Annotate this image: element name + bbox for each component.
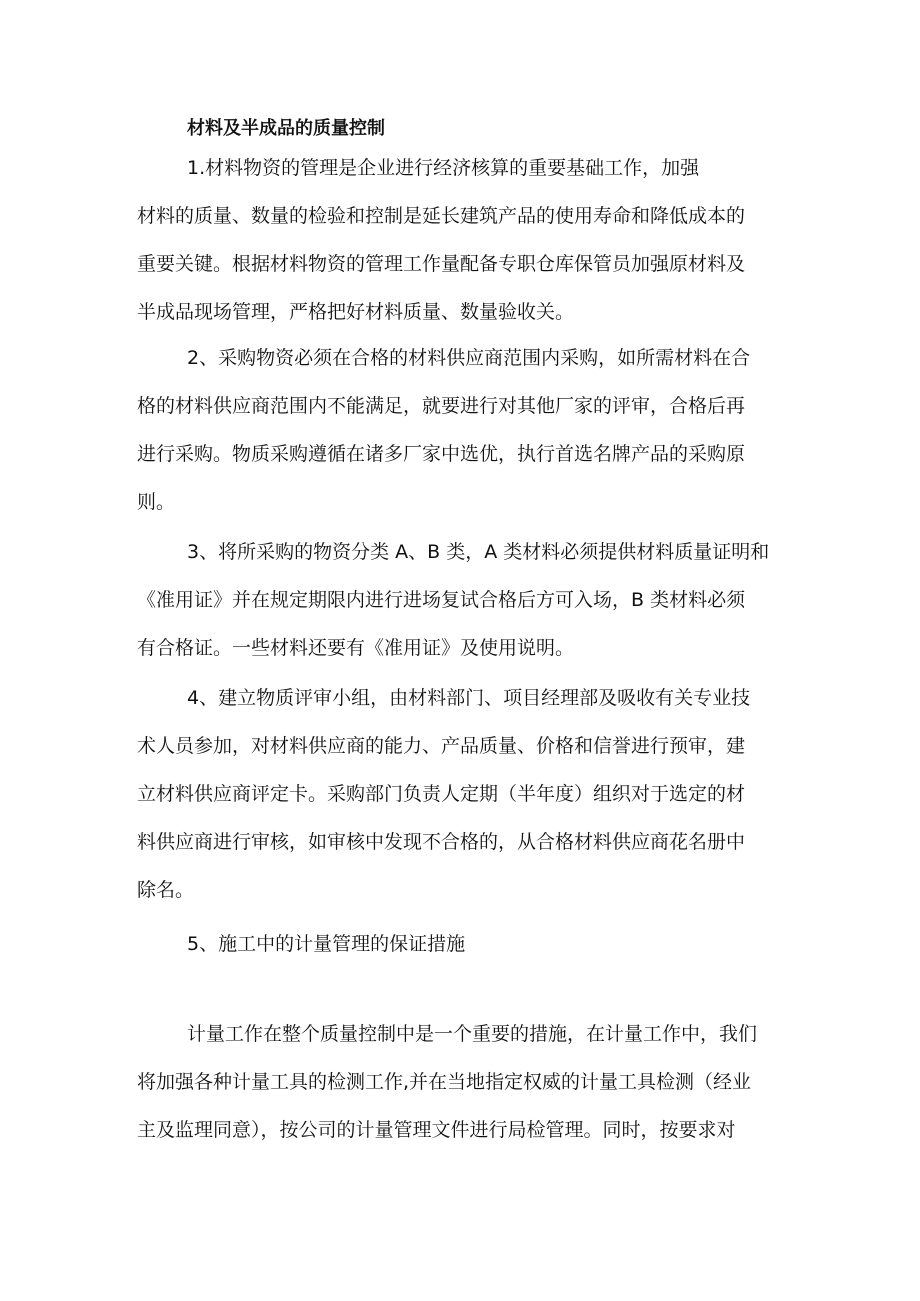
paragraph-line: 3、将所采购的物资分类 A、B 类，A 类材料必须提供材料质量证明和 xyxy=(187,541,770,563)
section-heading: 材料及半成品的质量控制 xyxy=(187,118,385,139)
paragraph-line: 有合格证。一些材料还要有《准用证》及使用说明。 xyxy=(137,637,575,659)
paragraph-5 xyxy=(137,920,797,968)
paragraph-line: 半成品现场管理，严格把好材料质量、数量验收关。 xyxy=(137,301,575,323)
paragraph-4 xyxy=(137,674,797,914)
paragraph-line: 料供应商进行审核，如审核中发现不合格的，从合格材料供应商花名册中 xyxy=(137,831,746,853)
paragraph-line: 材料的质量、数量的检验和控制是延长建筑产品的使用寿命和降低成本的 xyxy=(137,205,746,227)
paragraph-line: 《准用证》并在规定期限内进行进场复试合格后方可入场，B 类材料必须 xyxy=(137,589,746,611)
paragraph-line: 进行采购。物质采购遵循在诸多厂家中选优，执行首选名牌产品的采购原 xyxy=(137,443,746,465)
paragraph-line: 将加强各种计量工具的检测工作,并在当地指定权威的计量工具检测（经业 xyxy=(137,1071,752,1093)
paragraph-2 xyxy=(137,334,797,526)
paragraph-line: 除名。 xyxy=(137,879,195,901)
paragraph-6 xyxy=(137,1010,797,1154)
paragraph-line: 2、采购物资必须在合格的材料供应商范围内采购，如所需材料在合 xyxy=(187,347,751,369)
paragraph-3 xyxy=(137,528,797,672)
paragraph-1 xyxy=(137,144,797,336)
paragraph-line: 计量工作在整个质量控制中是一个重要的措施，在计量工作中，我们 xyxy=(187,1023,758,1045)
paragraph-line: 术人员参加，对材料供应商的能力、产品质量、价格和信誉进行预审，建 xyxy=(137,735,746,757)
paragraph-line: 主及监理同意），按公司的计量管理文件进行局检管理。同时，按要求对 xyxy=(137,1119,736,1141)
paragraph-line: 则。 xyxy=(137,491,176,513)
paragraph-line: 重要关键。根据材料物资的管理工作量配备专职仓库保管员加强原材料及 xyxy=(137,253,746,275)
paragraph-line: 4、建立物质评审小组，由材料部门、项目经理部及吸收有关专业技 xyxy=(187,687,751,709)
paragraph-line: 格的材料供应商范围内不能满足，就要进行对其他厂家的评审，合格后再 xyxy=(137,395,746,417)
paragraph-line: 立材料供应商评定卡。采购部门负责人定期（半年度）组织对于选定的材 xyxy=(137,783,746,805)
paragraph-line: 1.材料物资的管理是企业进行经济核算的重要基础工作，加强 xyxy=(187,157,700,179)
paragraph-line: 5、施工中的计量管理的保证措施 xyxy=(187,933,466,955)
